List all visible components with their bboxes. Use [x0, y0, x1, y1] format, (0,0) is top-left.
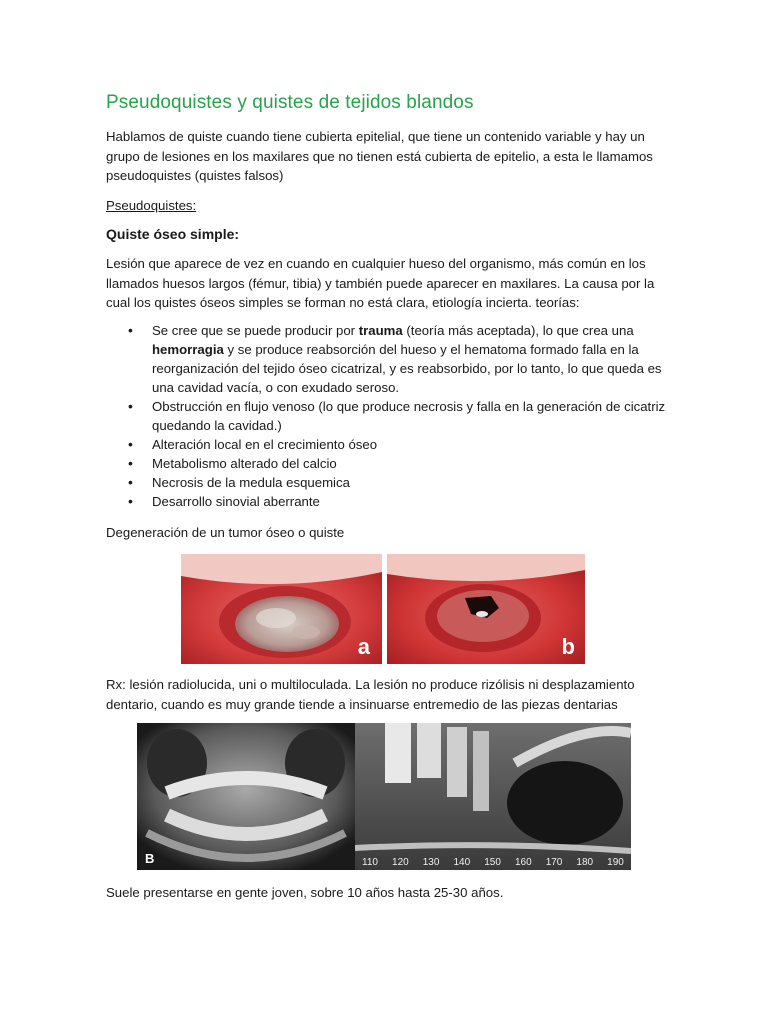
age-paragraph: Suele presentarse en gente joven, sobre 10 años hasta 25-30 años.	[106, 885, 504, 900]
ct-xray-detail	[355, 723, 631, 870]
clinical-photo-a	[181, 554, 382, 664]
theories-list	[106, 321, 666, 511]
list-item: • Obstrucción en flujo venoso (lo que produce necrosis y falla en la generación de cicatriz quedando la cavidad.)	[106, 397, 666, 435]
list-item: • Desarrollo sinovial aberrante	[106, 492, 666, 511]
rx-paragraph: Rx: lesión radiolucida, uni o multiloculada. La lesión no produce rizólisis ni desplazamiento dentario, cuando es muy grande tiende a insinuarse entremedio de las piezas dentarias	[106, 677, 635, 712]
list-item: • Metabolismo alterado del calcio	[106, 454, 666, 473]
subheading-pseudoquistes: Pseudoquistes:	[106, 198, 197, 213]
ct-scale: 110 120 130 140 150 160 170 180 190	[362, 857, 624, 868]
page-title: Pseudoquistes y quistes de tejidos blandos	[106, 92, 474, 113]
degeneration-text: Degeneración de un tumor óseo o quiste	[106, 525, 345, 540]
subheading-quiste-oseo-simple: Quiste óseo simple:	[106, 226, 240, 242]
xray-label-b: B	[145, 851, 155, 866]
photo-label-a: a	[357, 634, 370, 659]
photo-label-b: b	[561, 634, 575, 659]
list-item: • Necrosis de la medula esquemica	[106, 473, 666, 492]
panoramic-xray	[137, 723, 355, 870]
list-item: • Se cree que se puede producir por trauma (teoría más aceptada), lo que crea una hemorragia y se produce reabsorción del hueso y el hematoma formado falla en la reorganización del tejido óseo cicatrizal, y es reabsorbido, por lo tanto, lo que queda es una cavidad vacía, o con exudado seroso.	[106, 321, 666, 397]
intro-paragraph: Hablamos de quiste cuando tiene cubierta epitelial, que tiene un contenido variable y hay un grupo de lesiones en los maxilares que no tienen está cubierta de epitelio, a esta le llamamos pseudoquistes (quistes falsos)	[106, 129, 653, 183]
clinical-photo-b	[387, 554, 585, 664]
list-item: • Alteración local en el crecimiento óseo	[106, 435, 666, 454]
description-paragraph: Lesión que aparece de vez en cuando en cualquier hueso del organismo, más común en los llamados huesos largos (fémur, tibia) y también puede aparecer en maxilares. La causa por la cual los quistes óseos simples se forman no está clara, etiología incierta. teorías:	[106, 256, 655, 310]
